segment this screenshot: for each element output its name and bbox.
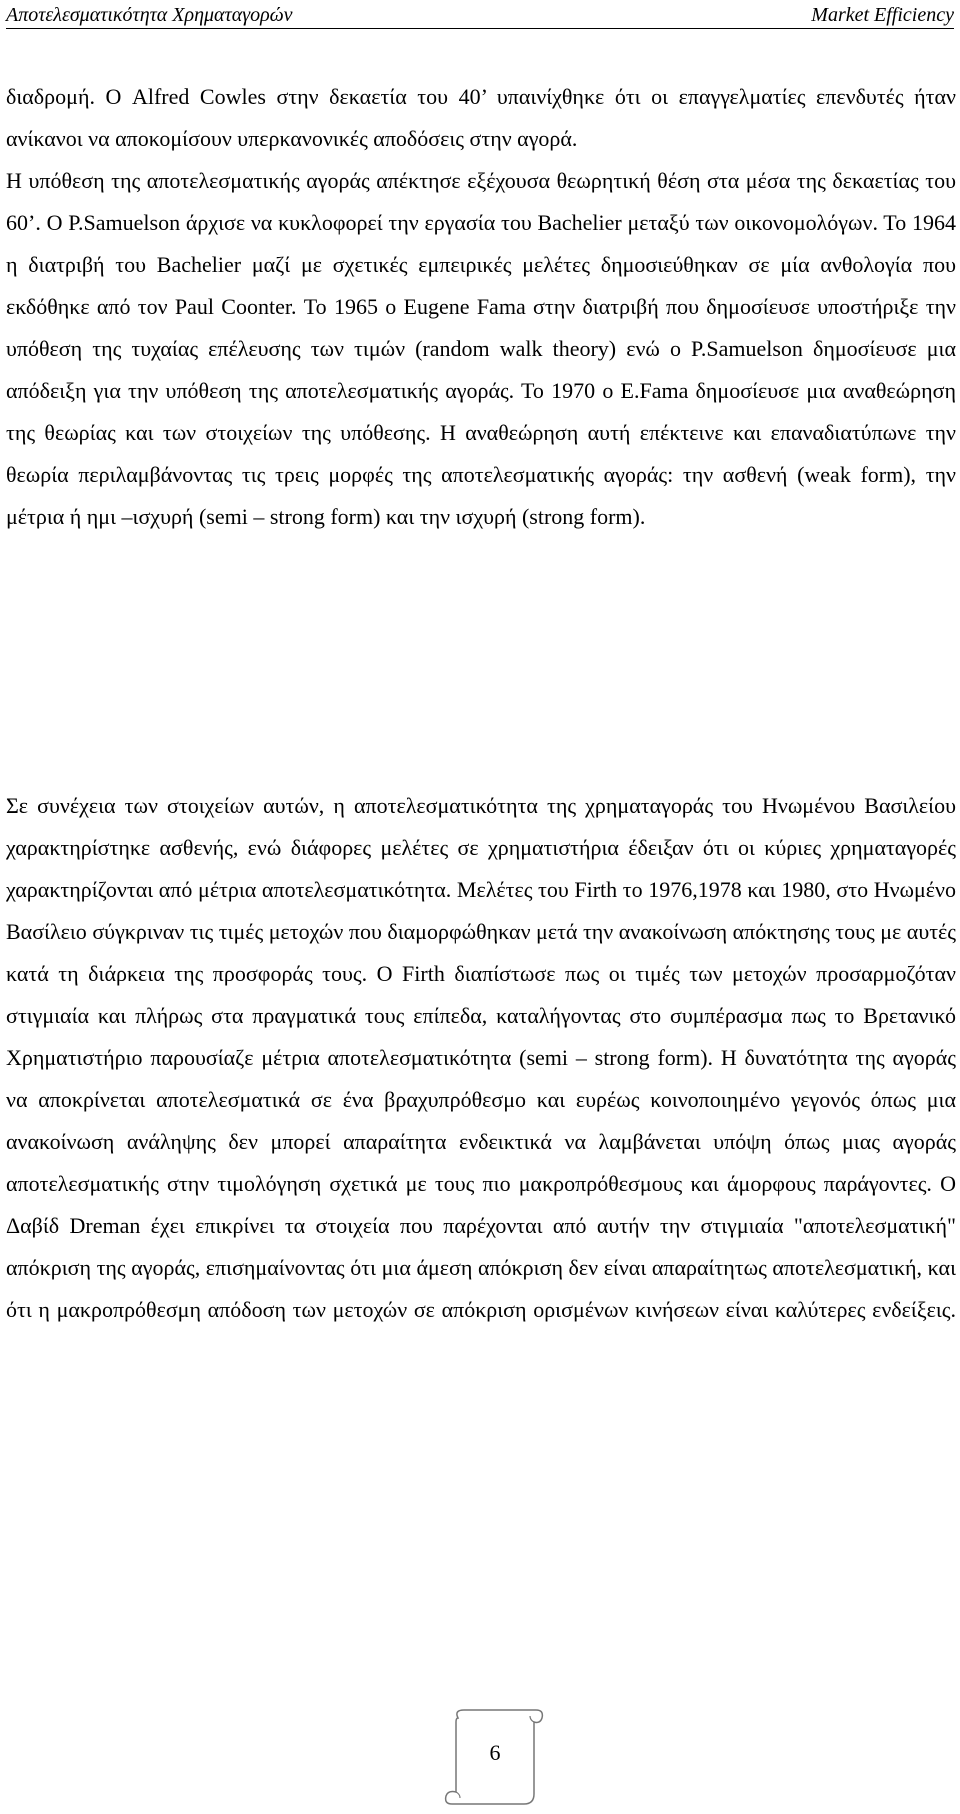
header-title-greek: Αποτελεσματικότητα Χρηματαγορών [6, 4, 293, 26]
page-number: 6 [489, 1740, 501, 1765]
header-title-english: Market Efficiency [811, 4, 954, 26]
paragraph-text: διαδρομή. Ο Alfred Cowles στην δεκαετία του 40’ υπαινίχθηκε ότι οι επαγγελματίες επενδυτές ήταν ανίκανοι να αποκομίσουν υπερκανονικές αποδόσεις στην αγορά. [6, 84, 956, 151]
paragraph-cowles [6, 76, 956, 160]
paragraph-uk-efficiency [6, 785, 956, 1331]
paragraph-text: Η υπόθεση της αποτελεσματικής αγοράς απέκτησε εξέχουσα θεωρητική θέση στα μέσα της δεκαετίας του 60’. O P.Samuelson άρχισε να κυκλοφορεί την εργασία του Bachelier μεταξύ των οικονομολόγων. Το 1964 η διατριβή του Bachelier μαζί με σχετικές εμπειρικές μελέτες δημοσιεύθηκαν σε μία ανθολογία που εκδόθηκε από τον Paul Coonter. Το 1965 ο Eugene Fama στην διατριβή που δημοσίευσε υποστήριξε την υπόθεση της τυχαίας επέλευσης των τιμών (random walk theory) ενώ ο P.Samuelson δημοσίευσε μια απόδειξη για την υπόθεση της αποτελεσματικής αγοράς. Το 1970 ο E.Fama δημοσίευσε μια αναθεώρηση της θεωρίας και των στοιχείων της υπόθεσης. Η αναθεώρηση αυτή επέκτεινε και επαναδιατύπωνε την θεωρία περιλαμβάνοντας τις τρεις μορφές της αποτελεσματικής αγοράς: την ασθενή (weak form), την μέτρια ή ημι –ισχυρή (semi – strong form) και την ισχυρή (strong form). [6, 168, 956, 529]
running-header [6, 2, 954, 29]
paragraph-text: Σε συνέχεια των στοιχείων αυτών, η αποτελεσματικότητα της χρηματαγοράς του Ηνωμένου Βασιλείου χαρακτηρίστηκε ασθενής, ενώ διάφορες μελέτες σε χρηματιστήρια έδειξαν ότι οι κύριες χρηματαγορές χαρακτηρίζονται από μέτρια αποτελεσματικότητα. Μελέτες του Firth το 1976,1978 και 1980, στο Ηνωμένο Βασίλειο σύγκριναν τις τιμές μετοχών που διαμορφώθηκαν μετά την ανακοίνωση απόκτησης τους με αυτές κατά τη διάρκεια της προσφοράς τους. Ο Firth διαπίστωσε πως οι τιμές των μετοχών προσαρμοζόταν στιγμιαία και πλήρως στα πραγματικά τους επίπεδα, καταλήγοντας στο συμπέρασμα πως το Βρετανικό Χρηματιστήριο παρουσίαζε μέτρια αποτελεσματικότητα (semi – strong form). Η δυνατότητα της αγοράς να αποκρίνεται αποτελεσματικά σε ένα βραχυπρόθεσμο και ευρέως κοινοποιημένο γεγονός όπως μια ανακοίνωση ανάληψης δεν μπορεί απαραίτητα ενδεικτικά να λαμβάνεται υπόψη όπως μιας αγοράς αποτελεσματικής στην τιμολόγηση σχετικά με τους πιο μακροπρόθεσμους και άμορφους παράγοντες. Ο Δαβίδ Dreman έχει επικρίνει τα στοιχεία που παρέχονται από αυτήν την στιγμιαία "αποτελεσματική" απόκριση της αγοράς, επισημαίνοντας ότι μια άμεση απόκριση δεν είναι απαραίτητως αποτελεσματική, και ότι η μακροπρόθεσμη απόδοση των μετοχών σε απόκριση ορισμένων κινήσεων είναι καλύτερες ενδείξεις. [6, 793, 956, 1322]
paragraph-history [6, 160, 956, 538]
